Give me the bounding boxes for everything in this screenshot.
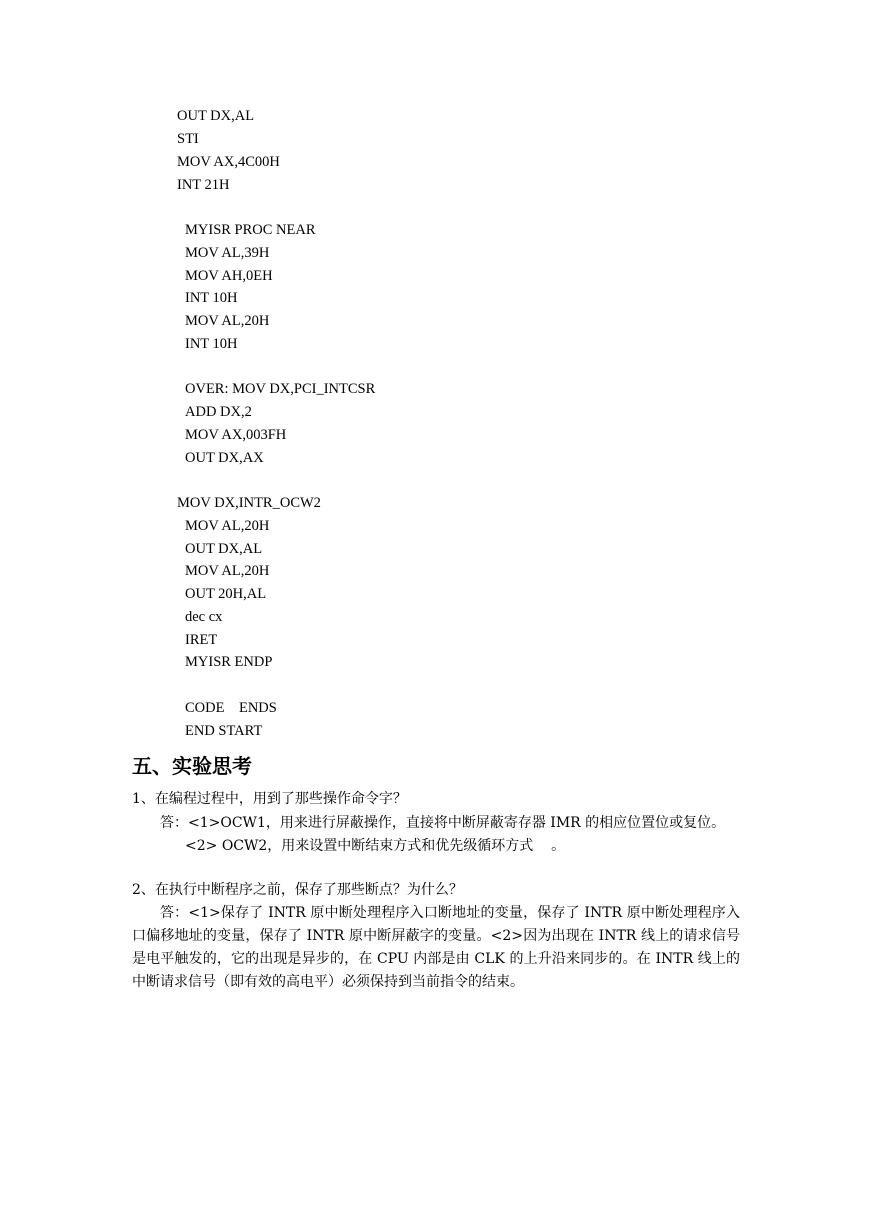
code-line: MOV AH,0EH (185, 268, 273, 284)
code-line: MOV DX,INTR_OCW2 (177, 495, 321, 511)
code-line: INT 10H (185, 290, 238, 306)
code-line: MYISR ENDP (185, 654, 273, 670)
code-line: OUT DX,AX (185, 450, 264, 466)
code-line: MOV AX,003FH (185, 427, 287, 443)
code-line: MOV AL,20H (185, 563, 270, 579)
code-line: OUT DX,AL (177, 108, 255, 124)
code-line: OUT DX,AL (185, 541, 263, 557)
code-line: MYISR PROC NEAR (185, 222, 316, 238)
question-1: 1、在编程过程中，用到了那些操作命令字？ (132, 791, 407, 807)
code-line: INT 10H (185, 336, 238, 352)
code-line: dec cx (185, 609, 223, 625)
answer-1-line-1: 答：<1>OCW1，用来进行屏蔽操作，直接将中断屏蔽寄存器 IMR 的相应位置位或复位。 (160, 815, 726, 831)
question-2: 2、在执行中断程序之前，保存了那些断点？为什么？ (132, 882, 463, 898)
code-line: MOV AL,20H (185, 313, 270, 329)
code-line: IRET (185, 632, 218, 648)
code-line: MOV AX,4C00H (177, 154, 280, 170)
code-line: MOV AL,39H (185, 245, 270, 261)
code-line: INT 21H (177, 177, 230, 193)
code-line: ADD DX,2 (185, 404, 252, 420)
code-line: OVER: MOV DX,PCI_INTCSR (185, 381, 376, 397)
code-line: OUT 20H,AL (185, 586, 267, 602)
code-line: END START (185, 723, 263, 739)
section-heading: 五、实验思考 (132, 754, 252, 778)
answer-1-line-2: <2> OCW2，用来设置中断结束方式和优先级循环方式 。 (185, 838, 566, 854)
code-line: MOV AL,20H (185, 518, 270, 534)
code-line: CODE ENDS (185, 700, 277, 716)
answer-2-paragraph: 答：<1>保存了 INTR 原中断处理程序入口断地址的变量，保存了 INTR 原中断处理程序入口偏移地址的变量，保存了 INTR 原中断屏蔽字的变量。<2>因为出现在 INTR 线上的请求信号是电平触发的，它的出现是异步的，在 CPU 内部是由 CLK 的上升沿来同步的。在 INTR 线上的中断请求信号（即有效的高电平）必须保持到当前指令的结束。 (132, 905, 740, 990)
code-line: STI (177, 131, 199, 147)
